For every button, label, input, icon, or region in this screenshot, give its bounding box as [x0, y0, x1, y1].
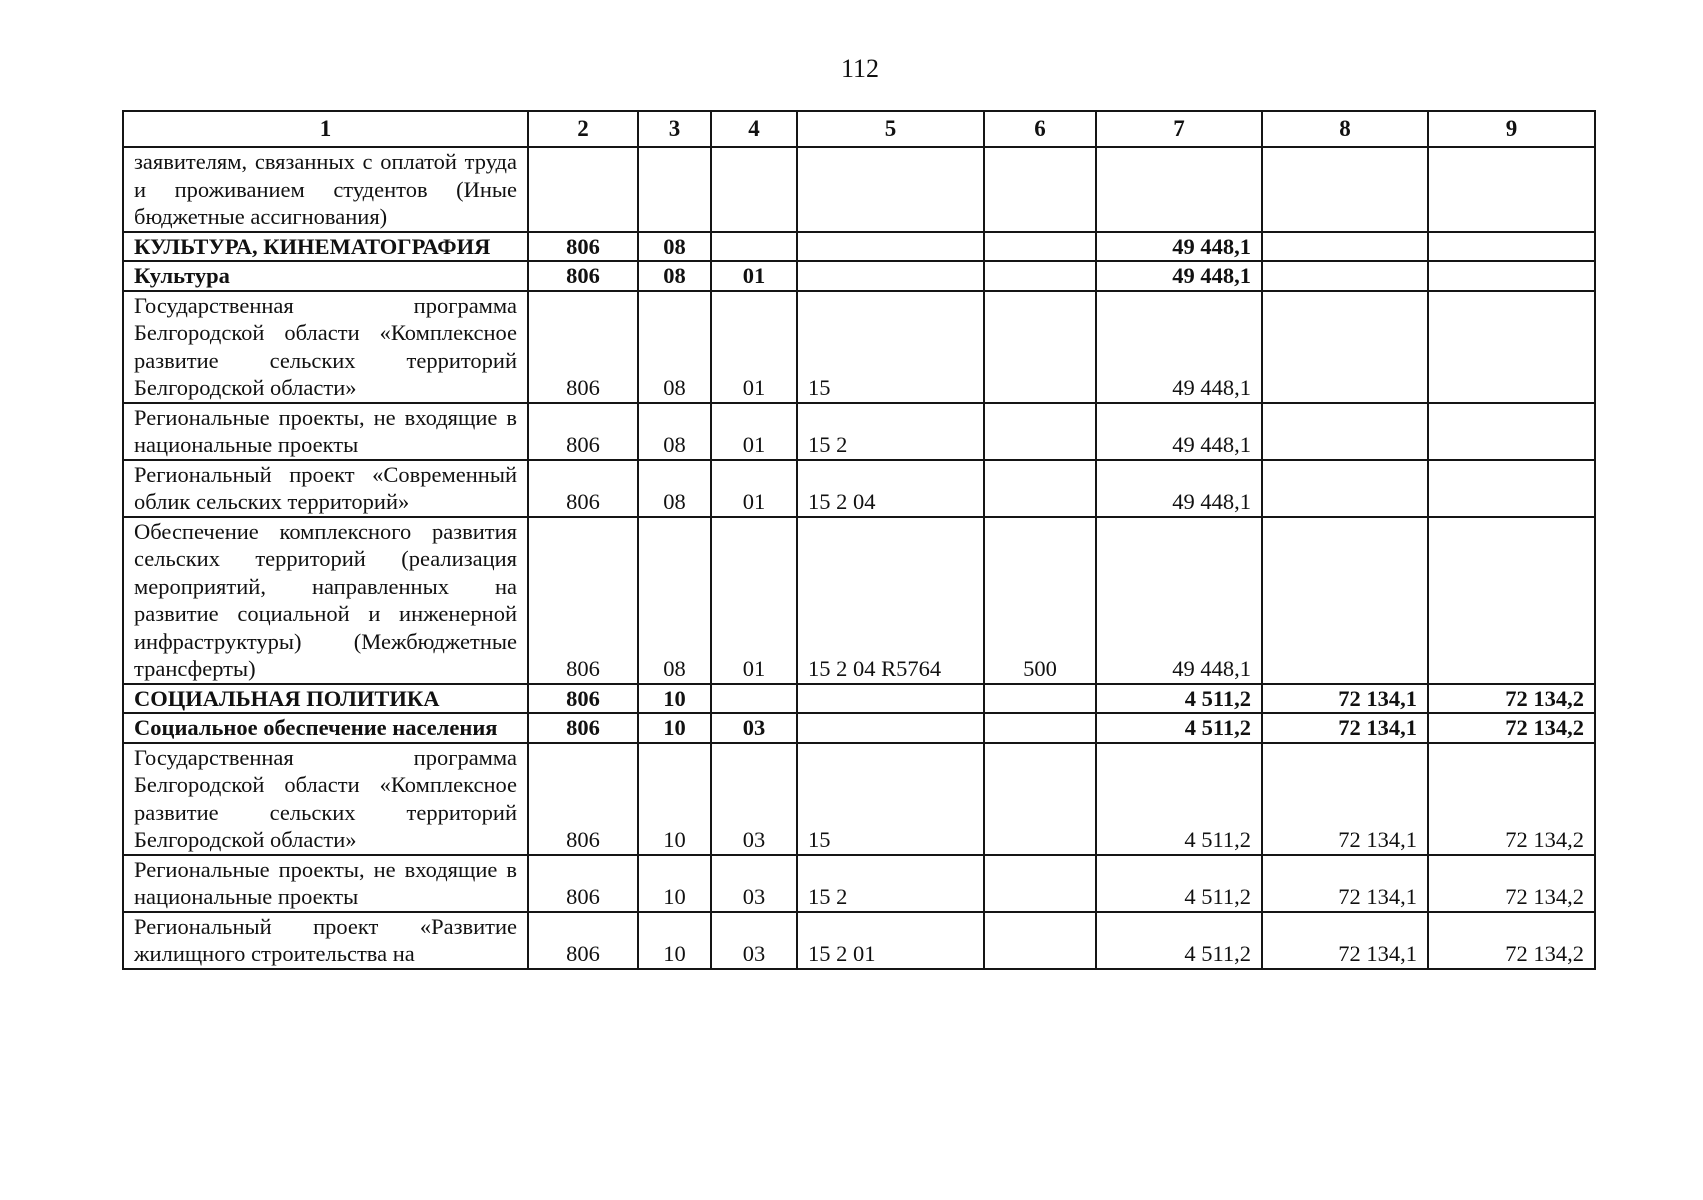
col-3-cell	[638, 147, 711, 232]
col-9-cell	[1428, 403, 1595, 460]
col-5-cell	[797, 713, 984, 743]
col-3-cell: 10	[638, 912, 711, 969]
col-2-cell: 806	[528, 517, 638, 684]
col-9-cell	[1428, 232, 1595, 262]
col-6-cell	[984, 460, 1096, 517]
col-2-cell: 806	[528, 232, 638, 262]
col-7-cell: 49 448,1	[1096, 232, 1262, 262]
table-row	[123, 291, 1595, 403]
col-5-cell	[797, 684, 984, 714]
col-3-cell: 10	[638, 713, 711, 743]
col-8-cell	[1262, 147, 1428, 232]
header-cell-2: 2	[528, 111, 638, 147]
col-4-cell: 03	[711, 855, 797, 912]
col-7-cell: 49 448,1	[1096, 403, 1262, 460]
col-7-cell: 49 448,1	[1096, 291, 1262, 403]
col-4-cell	[711, 684, 797, 714]
col-9-cell: 72 134,2	[1428, 713, 1595, 743]
name-cell: КУЛЬТУРА, КИНЕМАТОГРАФИЯ	[123, 232, 528, 262]
col-8-cell	[1262, 291, 1428, 403]
col-5-cell	[797, 147, 984, 232]
col-3-cell: 08	[638, 291, 711, 403]
name-cell: Региональный проект «Современный облик сельских территорий»	[123, 460, 528, 517]
col-6-cell	[984, 743, 1096, 855]
col-2-cell: 806	[528, 261, 638, 291]
col-8-cell	[1262, 403, 1428, 460]
table-row	[123, 912, 1595, 969]
col-2-cell: 806	[528, 291, 638, 403]
col-8-cell: 72 134,1	[1262, 743, 1428, 855]
budget-table	[122, 110, 1596, 970]
col-4-cell: 01	[711, 517, 797, 684]
col-9-cell	[1428, 460, 1595, 517]
name-cell: Региональные проекты, не входящие в национальные проекты	[123, 403, 528, 460]
col-8-cell	[1262, 261, 1428, 291]
col-6-cell	[984, 912, 1096, 969]
col-7-cell	[1096, 147, 1262, 232]
col-5-cell	[797, 261, 984, 291]
table-row	[123, 684, 1595, 714]
header-cell-8: 8	[1262, 111, 1428, 147]
col-8-cell: 72 134,1	[1262, 684, 1428, 714]
col-2-cell: 806	[528, 403, 638, 460]
col-2-cell	[528, 147, 638, 232]
col-6-cell	[984, 232, 1096, 262]
col-5-cell: 15 2	[797, 855, 984, 912]
col-2-cell: 806	[528, 460, 638, 517]
col-9-cell: 72 134,2	[1428, 684, 1595, 714]
col-8-cell	[1262, 517, 1428, 684]
col-4-cell: 03	[711, 713, 797, 743]
col-8-cell: 72 134,1	[1262, 855, 1428, 912]
col-6-cell	[984, 261, 1096, 291]
col-4-cell: 03	[711, 743, 797, 855]
col-8-cell	[1262, 460, 1428, 517]
col-5-cell: 15 2	[797, 403, 984, 460]
col-2-cell: 806	[528, 684, 638, 714]
col-5-cell: 15	[797, 291, 984, 403]
col-2-cell: 806	[528, 912, 638, 969]
header-cell-6: 6	[984, 111, 1096, 147]
col-6-cell	[984, 855, 1096, 912]
col-9-cell	[1428, 261, 1595, 291]
col-4-cell: 01	[711, 460, 797, 517]
table-row	[123, 460, 1595, 517]
col-3-cell: 10	[638, 743, 711, 855]
table-row	[123, 743, 1595, 855]
page-number: 112	[840, 54, 880, 83]
col-6-cell	[984, 684, 1096, 714]
name-cell: Государственная программа Белгородской области «Комплексное развитие сельских территорий Белгородской области»	[123, 743, 528, 855]
col-7-cell: 4 511,2	[1096, 684, 1262, 714]
col-7-cell: 49 448,1	[1096, 460, 1262, 517]
col-6-cell	[984, 713, 1096, 743]
table-row	[123, 147, 1595, 232]
name-cell: Региональный проект «Развитие жилищного строительства на	[123, 912, 528, 969]
col-9-cell	[1428, 517, 1595, 684]
table-row	[123, 403, 1595, 460]
col-4-cell: 01	[711, 403, 797, 460]
col-7-cell: 4 511,2	[1096, 713, 1262, 743]
header-cell-9: 9	[1428, 111, 1595, 147]
col-4-cell	[711, 232, 797, 262]
col-6-cell: 500	[984, 517, 1096, 684]
header-cell-5: 5	[797, 111, 984, 147]
col-9-cell	[1428, 147, 1595, 232]
name-cell: СОЦИАЛЬНАЯ ПОЛИТИКА	[123, 684, 528, 714]
col-9-cell: 72 134,2	[1428, 743, 1595, 855]
col-9-cell: 72 134,2	[1428, 912, 1595, 969]
table-row	[123, 261, 1595, 291]
col-3-cell: 08	[638, 232, 711, 262]
col-2-cell: 806	[528, 743, 638, 855]
name-cell: Социальное обеспечение населения	[123, 713, 528, 743]
col-3-cell: 08	[638, 261, 711, 291]
col-7-cell: 49 448,1	[1096, 517, 1262, 684]
col-5-cell: 15 2 01	[797, 912, 984, 969]
col-5-cell	[797, 232, 984, 262]
col-6-cell	[984, 147, 1096, 232]
col-8-cell	[1262, 232, 1428, 262]
col-8-cell: 72 134,1	[1262, 713, 1428, 743]
col-3-cell: 08	[638, 517, 711, 684]
col-3-cell: 10	[638, 855, 711, 912]
col-5-cell: 15	[797, 743, 984, 855]
col-7-cell: 49 448,1	[1096, 261, 1262, 291]
col-4-cell: 01	[711, 291, 797, 403]
col-4-cell: 03	[711, 912, 797, 969]
col-9-cell	[1428, 291, 1595, 403]
header-cell-3: 3	[638, 111, 711, 147]
col-9-cell: 72 134,2	[1428, 855, 1595, 912]
col-7-cell: 4 511,2	[1096, 912, 1262, 969]
col-3-cell: 08	[638, 403, 711, 460]
col-5-cell: 15 2 04 R5764	[797, 517, 984, 684]
col-7-cell: 4 511,2	[1096, 855, 1262, 912]
col-7-cell: 4 511,2	[1096, 743, 1262, 855]
col-4-cell	[711, 147, 797, 232]
name-cell: Обеспечение комплексного развития сельских территорий (реализация мероприятий, направленных на развитие социальной и инженерной инфраструктуры) (Межбюджетные трансферты)	[123, 517, 528, 684]
header-row	[123, 111, 1595, 147]
name-cell: Государственная программа Белгородской области «Комплексное развитие сельских территорий Белгородской области»	[123, 291, 528, 403]
table-row	[123, 517, 1595, 684]
name-cell: Культура	[123, 261, 528, 291]
table-body	[123, 147, 1595, 969]
col-2-cell: 806	[528, 713, 638, 743]
table-row	[123, 855, 1595, 912]
col-3-cell: 10	[638, 684, 711, 714]
col-6-cell	[984, 403, 1096, 460]
table-row	[123, 232, 1595, 262]
header-cell-1: 1	[123, 111, 528, 147]
col-2-cell: 806	[528, 855, 638, 912]
name-cell: заявителям, связанных с оплатой труда и проживанием студентов (Иные бюджетные ассигнования)	[123, 147, 528, 232]
budget-table-container	[122, 110, 1594, 970]
name-cell: Региональные проекты, не входящие в национальные проекты	[123, 855, 528, 912]
col-3-cell: 08	[638, 460, 711, 517]
col-5-cell: 15 2 04	[797, 460, 984, 517]
header-cell-4: 4	[711, 111, 797, 147]
table-row	[123, 713, 1595, 743]
col-6-cell	[984, 291, 1096, 403]
col-8-cell: 72 134,1	[1262, 912, 1428, 969]
header-cell-7: 7	[1096, 111, 1262, 147]
col-4-cell: 01	[711, 261, 797, 291]
